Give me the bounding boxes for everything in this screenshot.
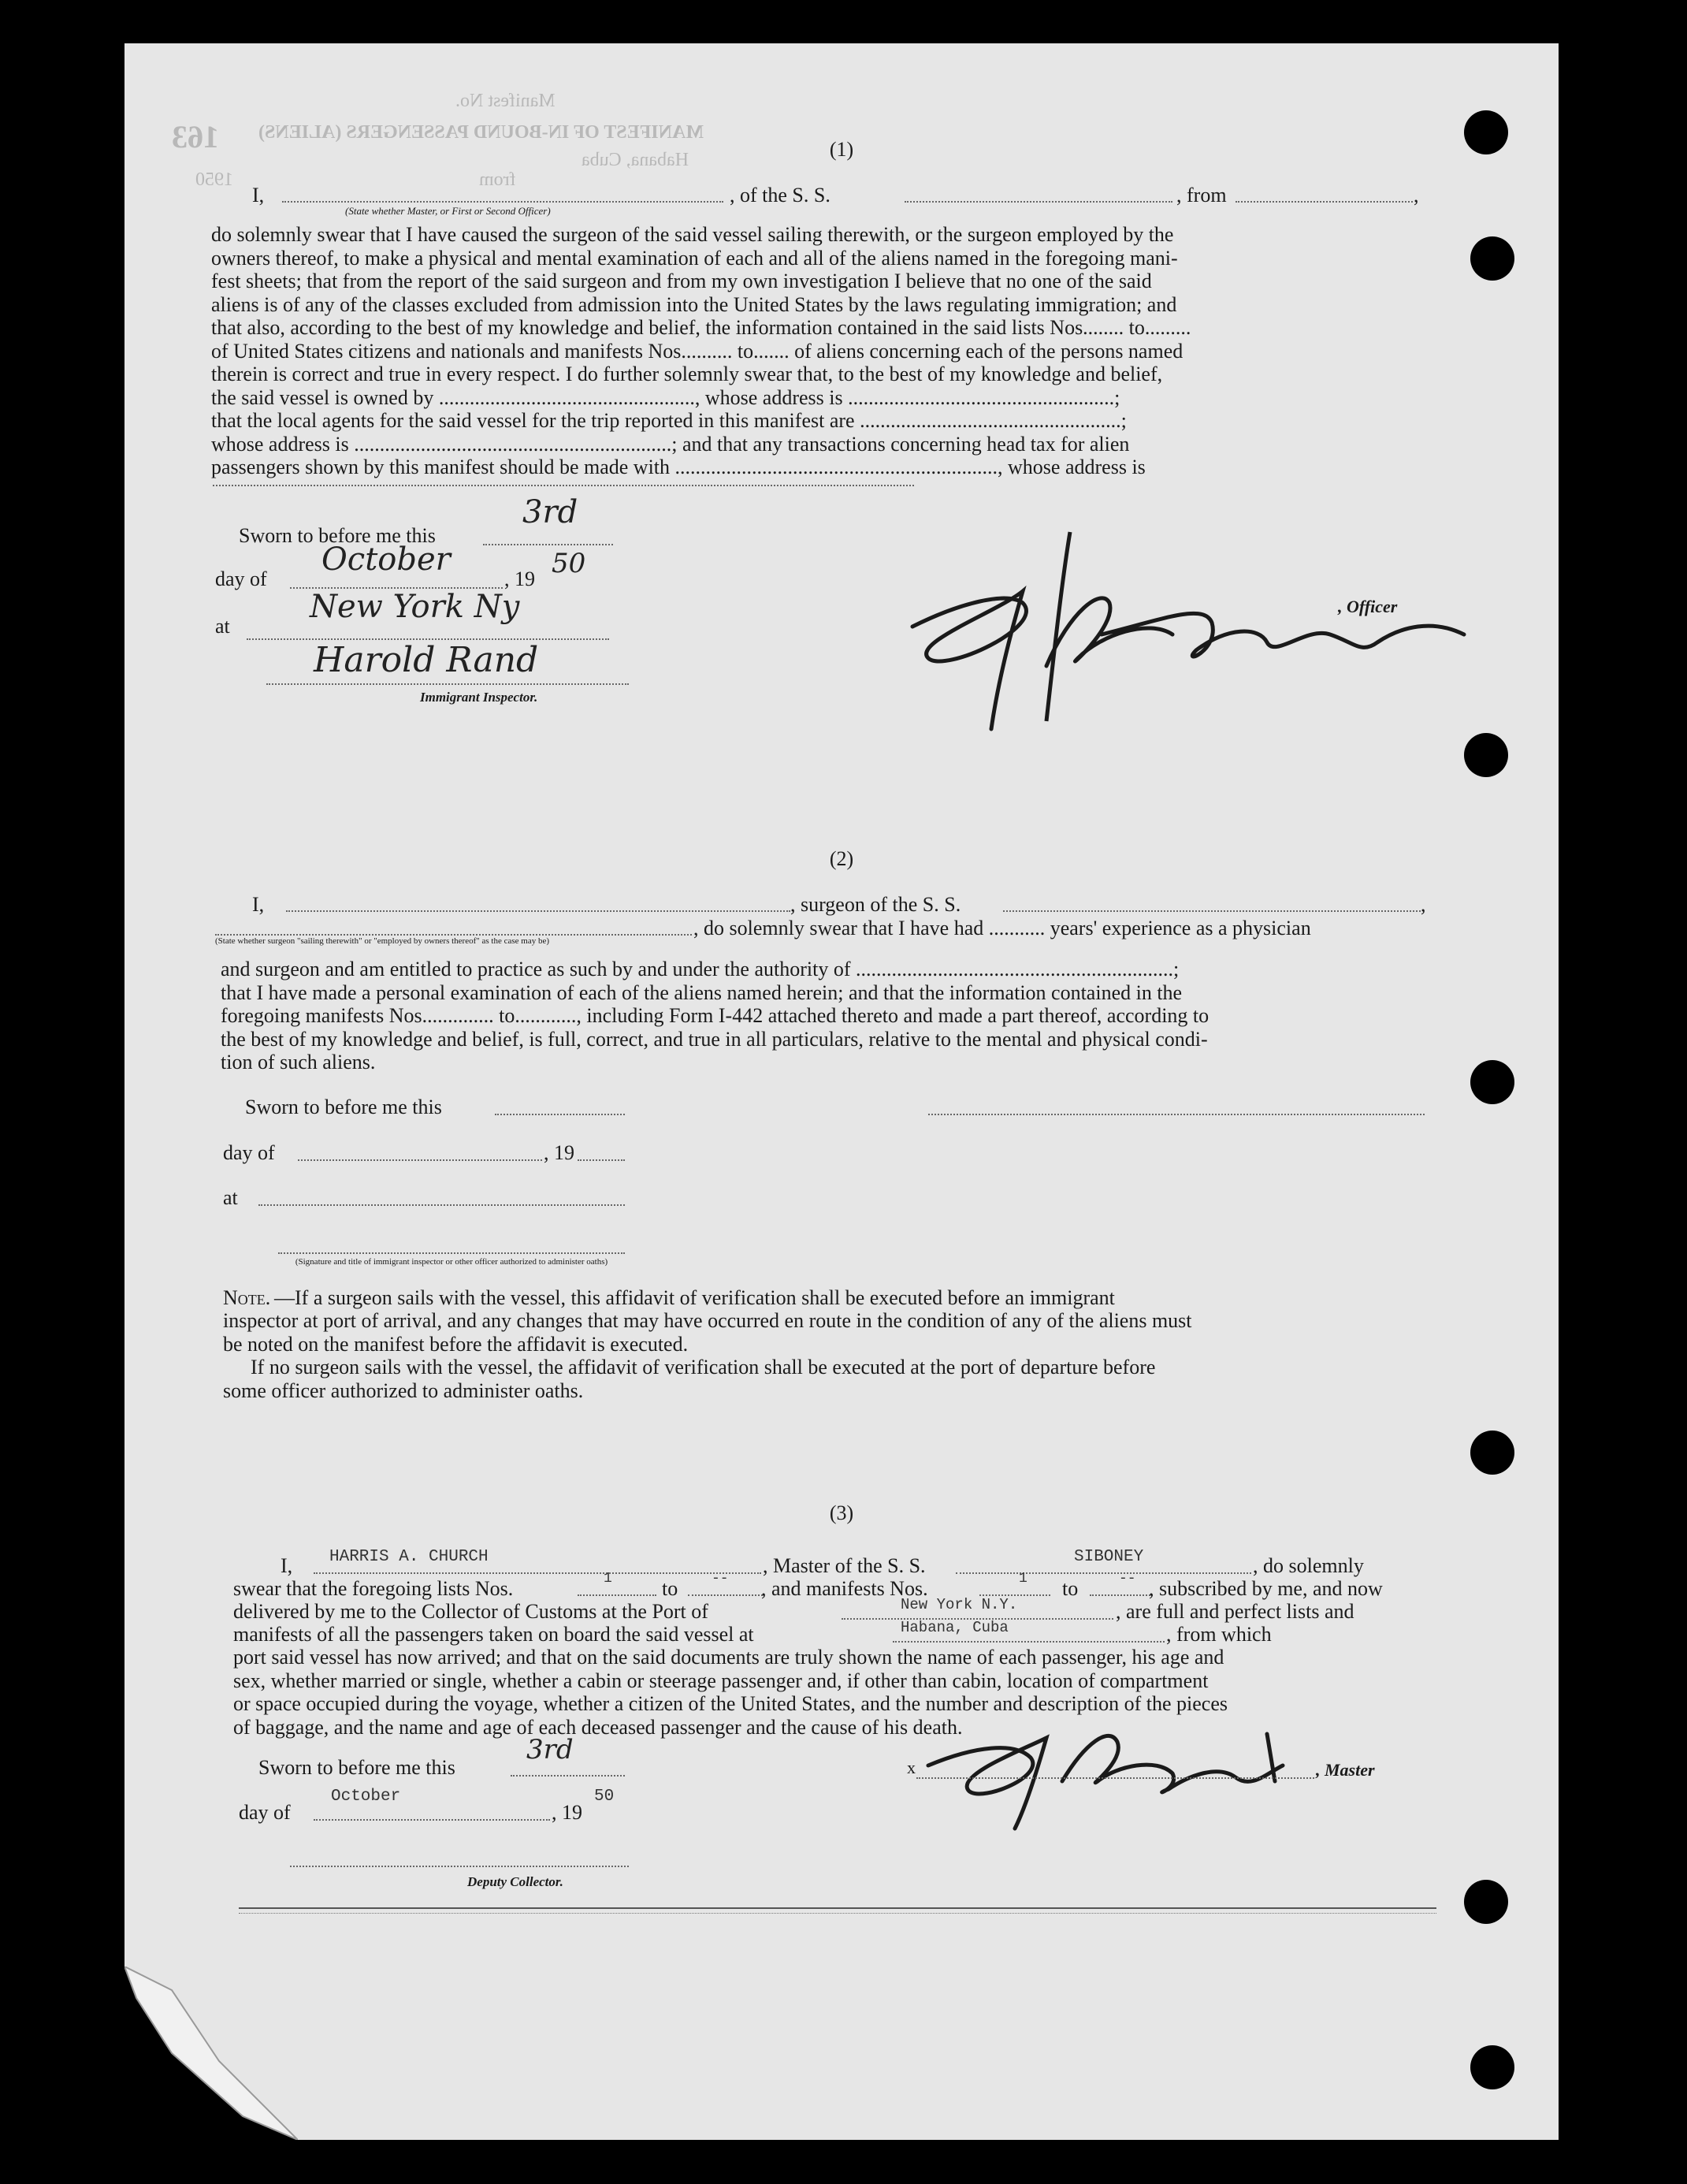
s1-body-line: fest sheets; that from the report of the said surgeon and from my own investigation I believe that no one of the said [211, 270, 1152, 292]
s3-port: New York N.Y. [901, 1596, 1018, 1613]
s3-month: October [331, 1788, 401, 1806]
s2-note-label: Note. [223, 1286, 271, 1309]
s2-note2-line: some officer authorized to administer oaths. [223, 1378, 584, 1402]
s3-sworn-line [511, 1775, 625, 1777]
s2-note2-line: If no surgeon sails with the vessel, the affidavit of verification shall be executed at the port of departure before [251, 1356, 1156, 1378]
s3-lists-d1: -- [712, 1571, 729, 1587]
s2-body-line: that I have made a personal examination of each of the aliens named herein; and that the information contained in the [221, 980, 1183, 1004]
s2-sworn-line [495, 1114, 625, 1115]
s3-vessel: SIBONEY [1074, 1548, 1144, 1566]
s2-note2 [223, 1356, 1429, 1402]
s2-sworn-label: Sworn to before me this [245, 1096, 442, 1118]
s2-body-line: tion of such aliens. [221, 1051, 376, 1073]
s1-sworn-label: Sworn to before me this [239, 524, 436, 547]
s3-lists-d2: -- [1119, 1571, 1136, 1587]
s3-lists-n1-line [578, 1594, 656, 1596]
s3-x-mark: x [907, 1758, 916, 1777]
section3-number: (3) [829, 1501, 854, 1524]
s1-officer-caption: (State whether Master, or First or Second Officer) [345, 205, 551, 217]
s1-body-line: that the local agents for the said vessel for the trip reported in this manifest are ...................................................; [211, 409, 1127, 432]
punch-hole [1470, 1060, 1514, 1104]
document-page [124, 43, 1559, 2140]
s1-body-line: passengers shown by this manifest should be made with ..............................................................., whose address is [211, 456, 1146, 478]
s3-master-name: HARRIS A. CHURCH [329, 1548, 489, 1566]
s3-master-line [314, 1572, 761, 1574]
s3-master-of: , Master of the S. S. [763, 1554, 926, 1577]
s1-of-ss: , of the S. S. [730, 184, 830, 206]
s3-deputy-line [290, 1866, 629, 1867]
s1-place: New York Ny [310, 589, 520, 625]
s3-body-line: or space occupied during the voyage, whether a citizen of the United States, and the number and description of the pieces [233, 1692, 1228, 1715]
s3-port-b: , are full and perfect lists and [1116, 1600, 1354, 1623]
s2-month-line [298, 1159, 542, 1161]
s3-lists-to: to [662, 1577, 678, 1600]
s1-body-line: of United States citizens and nationals and manifests Nos.......... to....... of aliens concerning each of the persons named [211, 339, 1184, 363]
punch-hole [1464, 110, 1508, 154]
s3-lists-n2: 1 [1019, 1571, 1027, 1587]
punch-hole [1470, 236, 1514, 281]
s1-from: , from [1176, 184, 1227, 206]
s2-officer-line [278, 1252, 625, 1254]
folded-corner [124, 1966, 298, 2140]
s2-at-label: at [223, 1186, 238, 1209]
s3-body-line: sex, whether married or single, whether a cabin or steerage passenger and, if other than cabin, location of compartment [233, 1669, 1209, 1692]
s3-master-sign-line [916, 1777, 1314, 1779]
s1-from-line [1236, 201, 1413, 203]
s1-inspector-caption: Immigrant Inspector. [420, 690, 538, 705]
s3-sworn-day: 3rd [526, 1734, 574, 1765]
s2-note-line: —If a surgeon sails with the vessel, this affidavit of verification shall be executed before an immigrant [274, 1286, 1115, 1309]
s2-year-prefix: , 19 [544, 1141, 574, 1164]
s1-day-of-label: day of [215, 567, 267, 590]
s1-body-line: that also, according to the best of my knowledge and belief, the information contained in the said lists Nos........ to......... [211, 316, 1191, 339]
s1-body-line: the said vessel is owned by .................................................., whose address is ....................................................; [211, 385, 1120, 409]
s2-note-line: inspector at port of arrival, and any changes that may have occurred en route in the condition of any of the aliens must [223, 1309, 1192, 1332]
ghost-page-no: 163 [172, 119, 219, 154]
s1-body-line: owners thereof, to make a physical and mental examination of each and all of the aliens named in the foregoing mani- [211, 246, 1178, 270]
s2-at-line [258, 1204, 625, 1206]
s3-board-place: Habana, Cuba [901, 1619, 1009, 1636]
s3-port-a: delivered by me to the Collector of Customs at the Port of [233, 1600, 708, 1623]
bottom-rule-dotted [239, 1913, 1436, 1914]
s1-day-line [483, 544, 613, 545]
s1-body-line: whose address is ..............................................................; and that any transactions concerning head tax for alien [211, 432, 1130, 456]
s2-surgeon-of: , surgeon of the S. S. [790, 893, 961, 916]
s2-body-line: and surgeon and am entitled to practice as such by and under the authority of ..............................................................; [221, 958, 1180, 980]
s3-board-b: , from which [1166, 1623, 1272, 1646]
section1-number: (1) [829, 138, 854, 161]
s1-year-prefix: , 19 [504, 567, 535, 590]
s1-inspector-signature: Harold Rand [314, 640, 539, 680]
punch-hole [1464, 1880, 1508, 1924]
s1-address-line [213, 485, 914, 486]
s2-body-line: foregoing manifests Nos.............. to............, including Form I-442 attached thereto and made a part thereof, according to [221, 1004, 1210, 1027]
ghost-from: from [479, 169, 516, 190]
s1-month: October [321, 541, 451, 578]
s2-note [223, 1309, 1429, 1356]
s1-at-label: at [215, 615, 230, 638]
s2-signature-caption: (Signature and title of immigrant inspector or other officer authorized to administer oaths) [295, 1257, 608, 1267]
punch-hole [1470, 1431, 1514, 1475]
s3-day-of-label: day of [239, 1801, 291, 1824]
s3-board-line [893, 1641, 1165, 1643]
ghost-year: 1950 [195, 169, 233, 190]
s2-body-line: the best of my knowledge and belief, is full, correct, and true in all particulars, relative to the mental and physical condi- [221, 1027, 1208, 1051]
s2-year-line [578, 1159, 625, 1161]
s3-lists-to2: to [1062, 1577, 1079, 1600]
ghost-title: MANIFEST OF IN-BOUND PASSENGERS (ALIENS) [258, 122, 704, 143]
s1-vessel-line [905, 201, 1172, 203]
s3-board-a: manifests of all the passengers taken on board the said vessel at [233, 1623, 754, 1646]
s2-surgeon-line [286, 910, 790, 912]
s3-lists-b: , and manifests Nos. [761, 1577, 928, 1600]
s2-sailing-line [215, 934, 692, 936]
section2-number: (2) [829, 847, 854, 870]
bottom-rule [239, 1907, 1436, 1909]
ghost-manifest-no: Manifest No. [455, 91, 556, 111]
s1-officer-signature-mark [865, 516, 1480, 737]
s3-lists-c: , subscribed by me, and now [1149, 1577, 1383, 1600]
s3-body-line: of baggage, and the name and age of each deceased passenger and the cause of his death. [233, 1715, 963, 1739]
s3-month-line [314, 1819, 550, 1821]
s3-i: I, [281, 1554, 293, 1577]
s1-body-line: aliens is of any of the classes excluded from admission into the United States by the laws regulating immigration; and [211, 292, 1177, 316]
s1-officer-line [282, 201, 723, 203]
ghost-port: Habana, Cuba [582, 150, 689, 170]
s1-year: 50 [552, 548, 586, 579]
s1-sworn-day: 3rd [522, 494, 578, 530]
s2-end: , [1421, 893, 1426, 916]
s3-lists-a: swear that the foregoing lists Nos. [233, 1577, 514, 1600]
punch-hole [1464, 733, 1508, 777]
s3-sworn-label: Sworn to before me this [258, 1756, 455, 1779]
s3-year-prefix: , 19 [552, 1801, 582, 1824]
s3-body-line: port said vessel has now arrived; and that on the said documents are truly shown the name of each passenger, his age and [233, 1646, 1224, 1669]
s2-day-of-label: day of [223, 1141, 275, 1164]
s1-body [211, 223, 1421, 479]
s3-lists-d2-line [1090, 1594, 1153, 1596]
s1-body-line: do solemnly swear that I have caused the surgeon of the said vessel sailing therewith, or the surgeon employed by the [211, 223, 1174, 246]
s3-master-label: , Master [1316, 1760, 1375, 1780]
s2-signature-line [928, 1114, 1425, 1115]
s2-i: I, [252, 893, 265, 916]
s3-lists-n1: 1 [604, 1571, 612, 1587]
s3-year: 50 [594, 1788, 615, 1806]
s1-end: , [1414, 184, 1419, 206]
s3-do-solemnly: , do solemnly [1253, 1554, 1364, 1577]
s3-vessel-line [956, 1572, 1251, 1574]
s1-officer-label: , Officer [1338, 597, 1398, 616]
s2-body [221, 958, 1426, 1074]
s2-vessel-line [1003, 910, 1421, 912]
s1-i: I, [252, 184, 265, 206]
s1-inspector-line [266, 683, 629, 685]
s3-deputy-caption: Deputy Collector. [467, 1874, 563, 1889]
s2-line2: , do solemnly swear that I have had ........... years' experience as a physician [693, 917, 1311, 939]
s2-caption: (State whether surgeon "sailing therewith" or "employed by owners thereof" as the case may be) [215, 936, 550, 946]
s2-note-line: be noted on the manifest before the affidavit is executed. [223, 1332, 689, 1356]
punch-hole [1470, 2045, 1514, 2089]
s3-lists-d1-line [688, 1594, 763, 1596]
s1-body-line: therein is correct and true in every respect. I do further solemnly swear that, to the best of my knowledge and belief, [211, 363, 1163, 385]
